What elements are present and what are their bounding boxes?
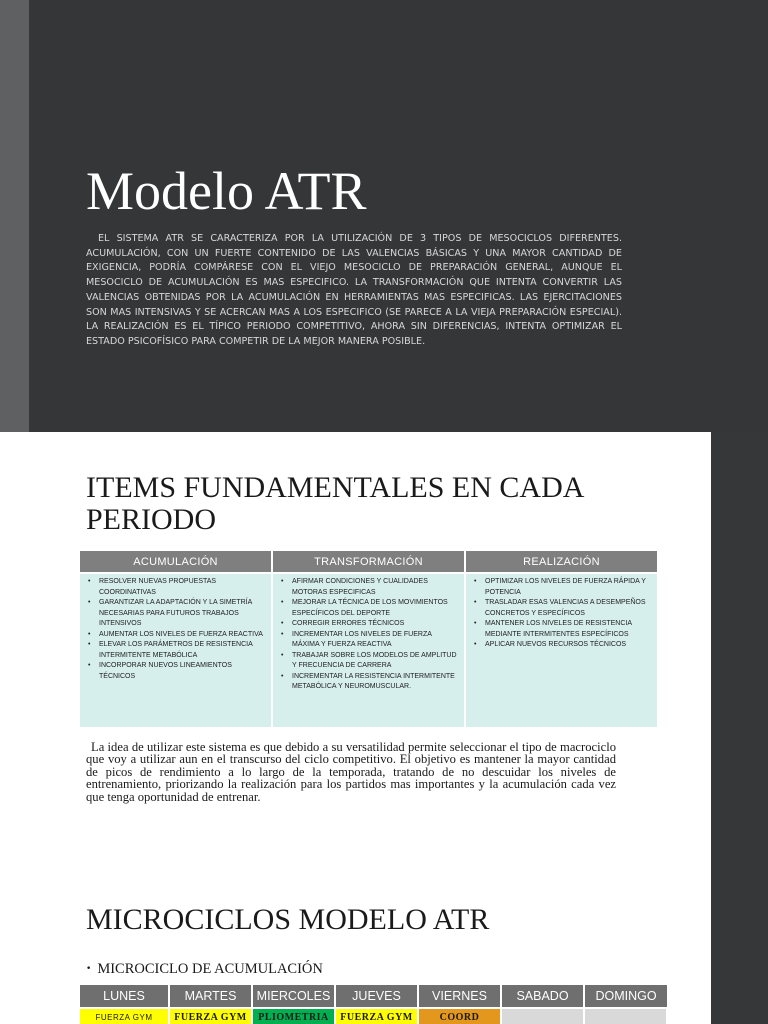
slide-microciclos bbox=[0, 864, 768, 1024]
day-header: LUNES bbox=[80, 985, 169, 1008]
periods-table bbox=[80, 551, 657, 727]
slide-title: Modelo ATR bbox=[86, 161, 367, 221]
explanation-paragraph: La idea de utilizar este sistema es que debido a su versatilidad permite seleccionar el tipo de macrociclo que voy a utilizar aun en el transcurso del ciclo competitivo. El objetivo es mantener la mayor cantidad de picos de rendimiento a lo largo de la temporada, tratando de no descuidar los niveles de entrenamiento, priorizando la realización para los partidos mas importantes y la acumulación cada vez que tenga oportunidad de entrenar. bbox=[86, 740, 616, 804]
week-row bbox=[80, 1008, 667, 1024]
list-item: • GARANTIZAR LA ADAPTACIÓN Y LA SIMETRÍA NECESARIAS PARA FUTUROS TRABAJOS INTENSIVOS bbox=[99, 598, 266, 630]
day-header: MARTES bbox=[169, 985, 252, 1008]
list-item: • INCORPORAR NUEVOS LINEAMIENTOS TÉCNICOS bbox=[99, 661, 266, 682]
slide-right-accent-bar bbox=[711, 864, 768, 1024]
acumulacion-list bbox=[85, 577, 266, 682]
slide-side-accent-bar bbox=[0, 0, 29, 432]
list-item: • OPTIMIZAR LOS NIVELES DE FUERZA RÁPIDA Y POTENCIA bbox=[485, 577, 652, 598]
header-realizacion: REALIZACIÓN bbox=[465, 551, 657, 573]
slide-body-text: EL SISTEMA ATR SE CARACTERIZA POR LA UTILIZACIÓN DE 3 TIPOS DE MESOCICLOS DIFERENTES. ACUMULACIÓN, CON UN FUERTE CONTENIDO DE LAS VALENCIAS BÁSICAS Y UNA MAYOR CANTIDAD DE EXIGENCIA, PODRÍA COMPÁRESE CON EL VIEJO MESOCICLO DE PREPARACIÓN GENERAL, AUNQUE EL MESOCICLO DE ACUMULACIÓN ES MAS ESPECIFICO. LA TRANSFORMACIÓN QUE INTENTA CONVERTIR LAS VALENCIAS OBTENIDAS POR LA ACUMULACIÓN EN HERRAMIENTAS MAS ESPECIFICAS. LAS EJERCITACIONES SON MAS INTENSIVAS Y SE ACERCAN MAS A LOS ESPECIFICO (SE PARECE A LA VIEJA PREPARACIÓN ESPECIAL). LA REALIZACIÓN ES EL TÍPICO PERIODO COMPETITIVO, AHORA SIN DIFERENCIAS, INTENTA OPTIMIZAR EL ESTADO PSICOFÍSICO PARA COMPETIR DE LA MEJOR MANERA POSIBLE. bbox=[86, 233, 622, 347]
periods-table-header-row bbox=[80, 551, 657, 573]
schedule-cell bbox=[501, 1008, 584, 1024]
cell-realizacion bbox=[465, 573, 657, 727]
list-item: • INCREMENTAR LA RESISTENCIA INTERMITENTE METABÓLICA Y NEUROMUSCULAR. bbox=[292, 672, 459, 693]
day-header: VIERNES bbox=[418, 985, 501, 1008]
list-item: • MEJORAR LA TÉCNICA DE LOS MOVIMIENTOS ESPECÍFICOS DEL DEPORTE bbox=[292, 598, 459, 619]
list-item: • INCREMENTAR LOS NIVELES DE FUERZA MÁXIMA Y FUERZA REACTIVA bbox=[292, 630, 459, 651]
schedule-cell: PLIOMETRIA bbox=[252, 1008, 335, 1024]
cell-acumulacion bbox=[80, 573, 272, 727]
schedule-cell: FUERZA GYM bbox=[335, 1008, 418, 1024]
list-item: • CORREGIR ERRORES TÉCNICOS bbox=[292, 619, 459, 630]
list-item: • APLICAR NUEVOS RECURSOS TÉCNICOS bbox=[485, 640, 652, 651]
bullet-microciclo-acumulacion bbox=[86, 960, 323, 978]
list-item: • AUMENTAR LOS NIVELES DE FUERZA REACTIVA bbox=[99, 630, 266, 641]
realizacion-list bbox=[471, 577, 652, 651]
day-header: JUEVES bbox=[335, 985, 418, 1008]
day-header: MIERCOLES bbox=[252, 985, 335, 1008]
slide-right-accent-bar bbox=[711, 432, 768, 864]
list-item: • MANTENER LOS NIVELES DE RESISTENCIA MEDIANTE INTERMITENTES ESPECÍFICOS bbox=[485, 619, 652, 640]
day-header: SABADO bbox=[501, 985, 584, 1008]
list-item: • ELEVAR LOS PARÁMETROS DE RESISTENCIA INTERMITENTE METABÓLICA bbox=[99, 640, 266, 661]
slide-title: MICROCICLOS MODELO ATR bbox=[86, 903, 490, 936]
schedule-cell bbox=[584, 1008, 667, 1024]
cell-transformacion bbox=[272, 573, 465, 727]
slide-modelo-atr bbox=[0, 0, 768, 432]
slide-items-fundamentales bbox=[0, 432, 768, 864]
header-acumulacion: ACUMULACIÓN bbox=[80, 551, 272, 573]
bullet-dot-icon: • bbox=[86, 964, 92, 974]
list-item: • AFIRMAR CONDICIONES Y CUALIDADES MOTORAS ESPECIFICAS bbox=[292, 577, 459, 598]
day-header: DOMINGO bbox=[584, 985, 667, 1008]
schedule-cell: FUERZA GYM bbox=[80, 1008, 169, 1024]
slide-title: ITEMS FUNDAMENTALES EN CADA PERIODO bbox=[86, 471, 583, 536]
schedule-cell: FUERZA GYM bbox=[169, 1008, 252, 1024]
list-item: • TRASLADAR ESAS VALENCIAS A DESEMPEÑOS CONCRETOS Y ESPECÍFICOS bbox=[485, 598, 652, 619]
bullet-text: MICROCICLO DE ACUMULACIÓN bbox=[97, 961, 323, 977]
list-item: • RESOLVER NUEVAS PROPUESTAS COORDINATIVAS bbox=[99, 577, 266, 598]
schedule-cell: COORD bbox=[418, 1008, 501, 1024]
transformacion-list bbox=[278, 577, 459, 693]
list-item: • TRABAJAR SOBRE LOS MODELOS DE AMPLITUD Y FRECUENCIA DE CARRERA bbox=[292, 651, 459, 672]
header-transformacion: TRANSFORMACIÓN bbox=[272, 551, 465, 573]
week-schedule-table bbox=[80, 985, 668, 1024]
week-header-row bbox=[80, 985, 667, 1008]
periods-table-body-row bbox=[80, 573, 657, 727]
